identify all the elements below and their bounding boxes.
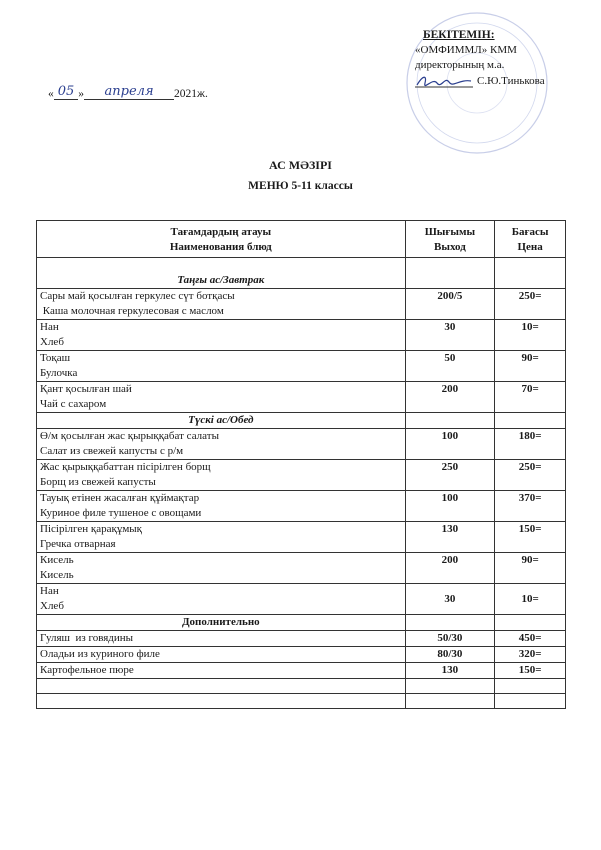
dish-name-ru: Куриное филе тушеное с овощами [40,507,202,519]
approval-block [405,28,595,89]
dish-output: 130 [405,522,495,553]
menu-title-kazakh: АС МӘЗІРІ [269,158,332,172]
header-output [405,221,495,258]
section-lunch [37,413,566,429]
menu-table [36,220,566,709]
table-row [37,429,566,460]
dish-name [37,289,406,320]
dish-name-kz: Пісірілген қарақұмық [40,523,143,535]
date-close-quote: » [78,88,85,100]
dish-name [37,553,406,584]
empty-cell [495,413,566,429]
dish-output: 200 [405,553,495,584]
dish-price: 90= [495,553,566,584]
dish-price: 10= [495,584,566,615]
empty-cell [495,679,566,694]
table-row [37,663,566,679]
dish-name-kz: Кисель [40,554,74,566]
header-name-kz: Тағамдардың атауы [170,226,272,238]
dish-name-kz: Тауық етінен жасалған құймақтар [40,492,200,504]
dish-name-kz: Нан [40,321,59,333]
dish-output: 30 [405,584,495,615]
dish-price: 320= [495,647,566,663]
document-date [48,84,208,100]
date-day: 05 [54,84,79,100]
header-output-ru: Выход [434,241,466,253]
dish-name [37,382,406,413]
dish-price: 250= [495,460,566,491]
table-row [37,647,566,663]
dish-output: 30 [405,320,495,351]
dish-name-ru: Булочка [40,367,78,379]
table-row [37,320,566,351]
empty-cell [495,694,566,709]
dish-name: Гуляш из говядины [37,631,406,647]
dish-name-ru: Кисель [40,569,74,581]
header-price-kz: Бағасы [511,226,549,238]
section-label: Таңғы ас/Завтрак [37,258,406,289]
approval-name: С.Ю.Тинькова [477,74,545,87]
table-row [37,491,566,522]
dish-name-ru: Чай с сахаром [40,398,107,410]
empty-cell [405,679,495,694]
table-row [37,584,566,615]
approval-position: директорының м.а. [415,59,505,71]
empty-cell [37,694,406,709]
section-extra [37,615,566,631]
section-label: Түскі ас/Обед [37,413,406,429]
menu-title-russian: МЕНЮ 5-11 классы [248,180,353,192]
header-name [37,221,406,258]
dish-output: 200/5 [405,289,495,320]
dish-name-ru: Салат из свежей капусты с р/м [40,445,184,457]
table-row [37,553,566,584]
signature-icon [415,73,473,89]
table-row-empty [37,679,566,694]
empty-cell [495,258,566,289]
header-price-ru: Цена [517,241,543,253]
date-year: 2021ж. [174,88,208,100]
empty-cell [405,413,495,429]
empty-cell [405,615,495,631]
dish-price: 90= [495,351,566,382]
empty-cell [37,679,406,694]
dish-price: 150= [495,522,566,553]
approval-signature-row [405,73,595,89]
dish-name-ru: Каша молочная геркулесовая с маслом [40,305,224,317]
dish-price: 450= [495,631,566,647]
section-breakfast [37,258,566,289]
dish-name-kz: Қант қосылған шай [40,383,132,395]
empty-cell [405,694,495,709]
date-month: апреля [84,84,174,100]
dish-output: 50/30 [405,631,495,647]
table-row [37,522,566,553]
table-row [37,460,566,491]
dish-name [37,320,406,351]
dish-name [37,429,406,460]
dish-price: 70= [495,382,566,413]
dish-price: 10= [495,320,566,351]
dish-name: Картофельное пюре [37,663,406,679]
dish-output: 250 [405,460,495,491]
dish-name-ru: Хлеб [40,336,64,348]
table-row [37,631,566,647]
header-output-kz: Шығымы [424,226,476,238]
dish-name [37,351,406,382]
section-label: Дополнительно [37,615,406,631]
dish-output: 130 [405,663,495,679]
dish-name [37,522,406,553]
dish-name-ru: Гречка отварная [40,538,116,550]
dish-name [37,491,406,522]
dish-price: 250= [495,289,566,320]
dish-price: 180= [495,429,566,460]
table-row [37,351,566,382]
header-name-ru: Наименования блюд [169,241,272,253]
approval-org: «ОМФИММЛ» КММ [415,44,517,56]
dish-name [37,460,406,491]
header-price [495,221,566,258]
dish-name-kz: Тоқаш [40,352,71,364]
dish-output: 80/30 [405,647,495,663]
dish-name-kz: Ө/м қосылған жас қырыққабат салаты [40,430,219,442]
dish-price: 370= [495,491,566,522]
approval-title: БЕКІТЕМІН: [423,29,495,41]
dish-name [37,584,406,615]
empty-cell [405,258,495,289]
dish-name: Оладьи из куриного филе [37,647,406,663]
empty-cell [495,615,566,631]
table-header-row [37,221,566,258]
table-row [37,382,566,413]
dish-output: 50 [405,351,495,382]
dish-name-ru: Борщ из свежей капусты [40,476,156,488]
dish-name-kz: Жас қырыққабаттан пісірілген борщ [40,461,211,473]
dish-name-ru: Хлеб [40,600,64,612]
table-row [37,289,566,320]
dish-name-kz: Нан [40,585,59,597]
dish-output: 100 [405,491,495,522]
dish-name-kz: Сары май қосылған геркулес сүт ботқасы [40,290,235,302]
dish-price: 150= [495,663,566,679]
table-row-empty [37,694,566,709]
dish-output: 100 [405,429,495,460]
dish-output: 200 [405,382,495,413]
date-open-quote: « [48,88,54,100]
